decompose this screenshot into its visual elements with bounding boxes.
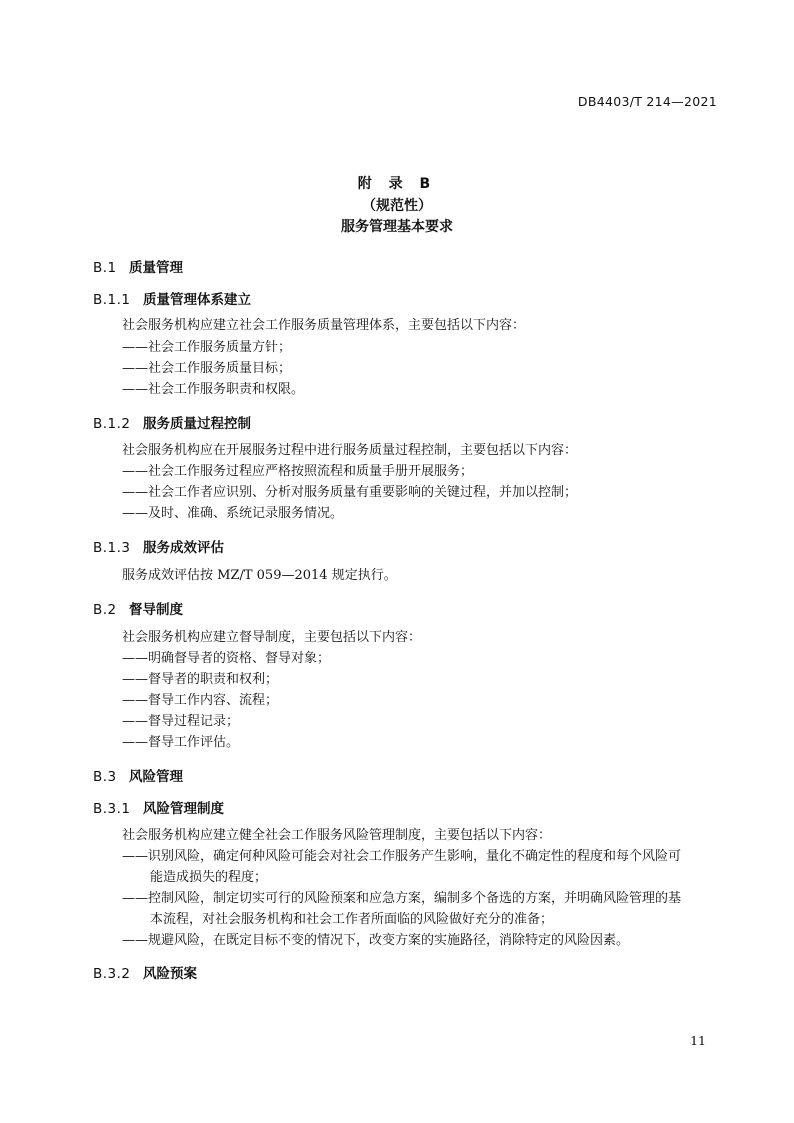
document-code: DB4403/T 214—2021: [577, 94, 717, 109]
section-title: 督导制度: [129, 602, 183, 618]
annex-title: 服务管理基本要求: [341, 219, 453, 235]
section-title: 服务成效评估: [143, 540, 224, 556]
section-number: B.3.1: [93, 801, 131, 817]
page-number: 11: [690, 1033, 706, 1048]
section-title: 服务质量过程控制: [143, 416, 251, 432]
paragraph: 社会服务机构应建立督导制度，主要包括以下内容：: [122, 630, 422, 645]
section-heading-b13: [93, 536, 224, 556]
section-title: 风险管理制度: [143, 801, 224, 817]
paragraph: 社会服务机构应建立社会工作服务质量管理体系，主要包括以下内容：: [122, 318, 526, 333]
list-item: ——社会工作者应识别、分析对服务质量有重要影响的关键过程，并加以控制；: [122, 485, 578, 500]
list-item: ——督导者的职责和权利；: [122, 672, 279, 687]
list-item: ——控制风险，制定切实可行的风险预案和应急方案，编制多个备选的方案，并明确风险管理的基: [122, 891, 682, 906]
section-title: 风险管理: [129, 769, 183, 785]
list-item: ——社会工作服务质量目标；: [122, 361, 292, 376]
paragraph: 社会服务机构应在开展服务过程中进行服务质量过程控制，主要包括以下内容：: [122, 443, 578, 458]
annex-type: （规范性）: [362, 198, 432, 214]
list-item: ——社会工作服务质量方针；: [122, 340, 292, 355]
list-item: ——明确督导者的资格、督导对象；: [122, 651, 331, 666]
paragraph: 服务成效评估按 MZ/T 059—2014 规定执行。: [122, 568, 397, 583]
list-item-continuation: 能造成损失的程度；: [150, 870, 268, 885]
section-number: B.1.3: [93, 540, 131, 556]
section-heading-b3: [93, 765, 183, 785]
section-number: B.1.1: [93, 292, 131, 308]
list-item: ——规避风险，在既定目标不变的情况下，改变方案的实施路径，消除特定的风险因素。: [122, 933, 630, 948]
list-item: ——督导工作评估。: [122, 735, 240, 750]
section-title: 质量管理体系建立: [143, 292, 251, 308]
section-number: B.1.2: [93, 416, 131, 432]
section-heading-b11: [93, 288, 251, 308]
list-item: ——督导过程记录；: [122, 714, 240, 729]
section-heading-b12: [93, 412, 251, 432]
section-heading-b31: [93, 797, 224, 817]
section-title: 风险预案: [143, 966, 197, 982]
section-heading-b2: [93, 598, 183, 618]
section-number: B.3.2: [93, 966, 131, 982]
list-item: ——社会工作服务职责和权限。: [122, 382, 305, 397]
list-item: ——社会工作服务过程应严格按照流程和质量手册开展服务；: [122, 464, 474, 479]
list-item: ——识别风险，确定何种风险可能会对社会工作服务产生影响，量化不确定性的程度和每个风险可: [122, 849, 682, 864]
list-item: ——及时、准确、系统记录服务情况。: [122, 506, 344, 521]
section-title: 质量管理: [129, 260, 183, 276]
annex-label: 附 录 B: [357, 176, 437, 192]
list-item: ——督导工作内容、流程；: [122, 693, 279, 708]
paragraph: 社会服务机构应建立健全社会工作服务风险管理制度，主要包括以下内容：: [122, 828, 552, 843]
section-number: B.1: [93, 260, 117, 276]
section-number: B.3: [93, 769, 117, 785]
section-number: B.2: [93, 602, 117, 618]
section-heading-b1: [93, 256, 183, 276]
list-item-continuation: 本流程，对社会服务机构和社会工作者所面临的风险做好充分的准备；: [150, 912, 554, 927]
section-heading-b32: [93, 962, 197, 982]
